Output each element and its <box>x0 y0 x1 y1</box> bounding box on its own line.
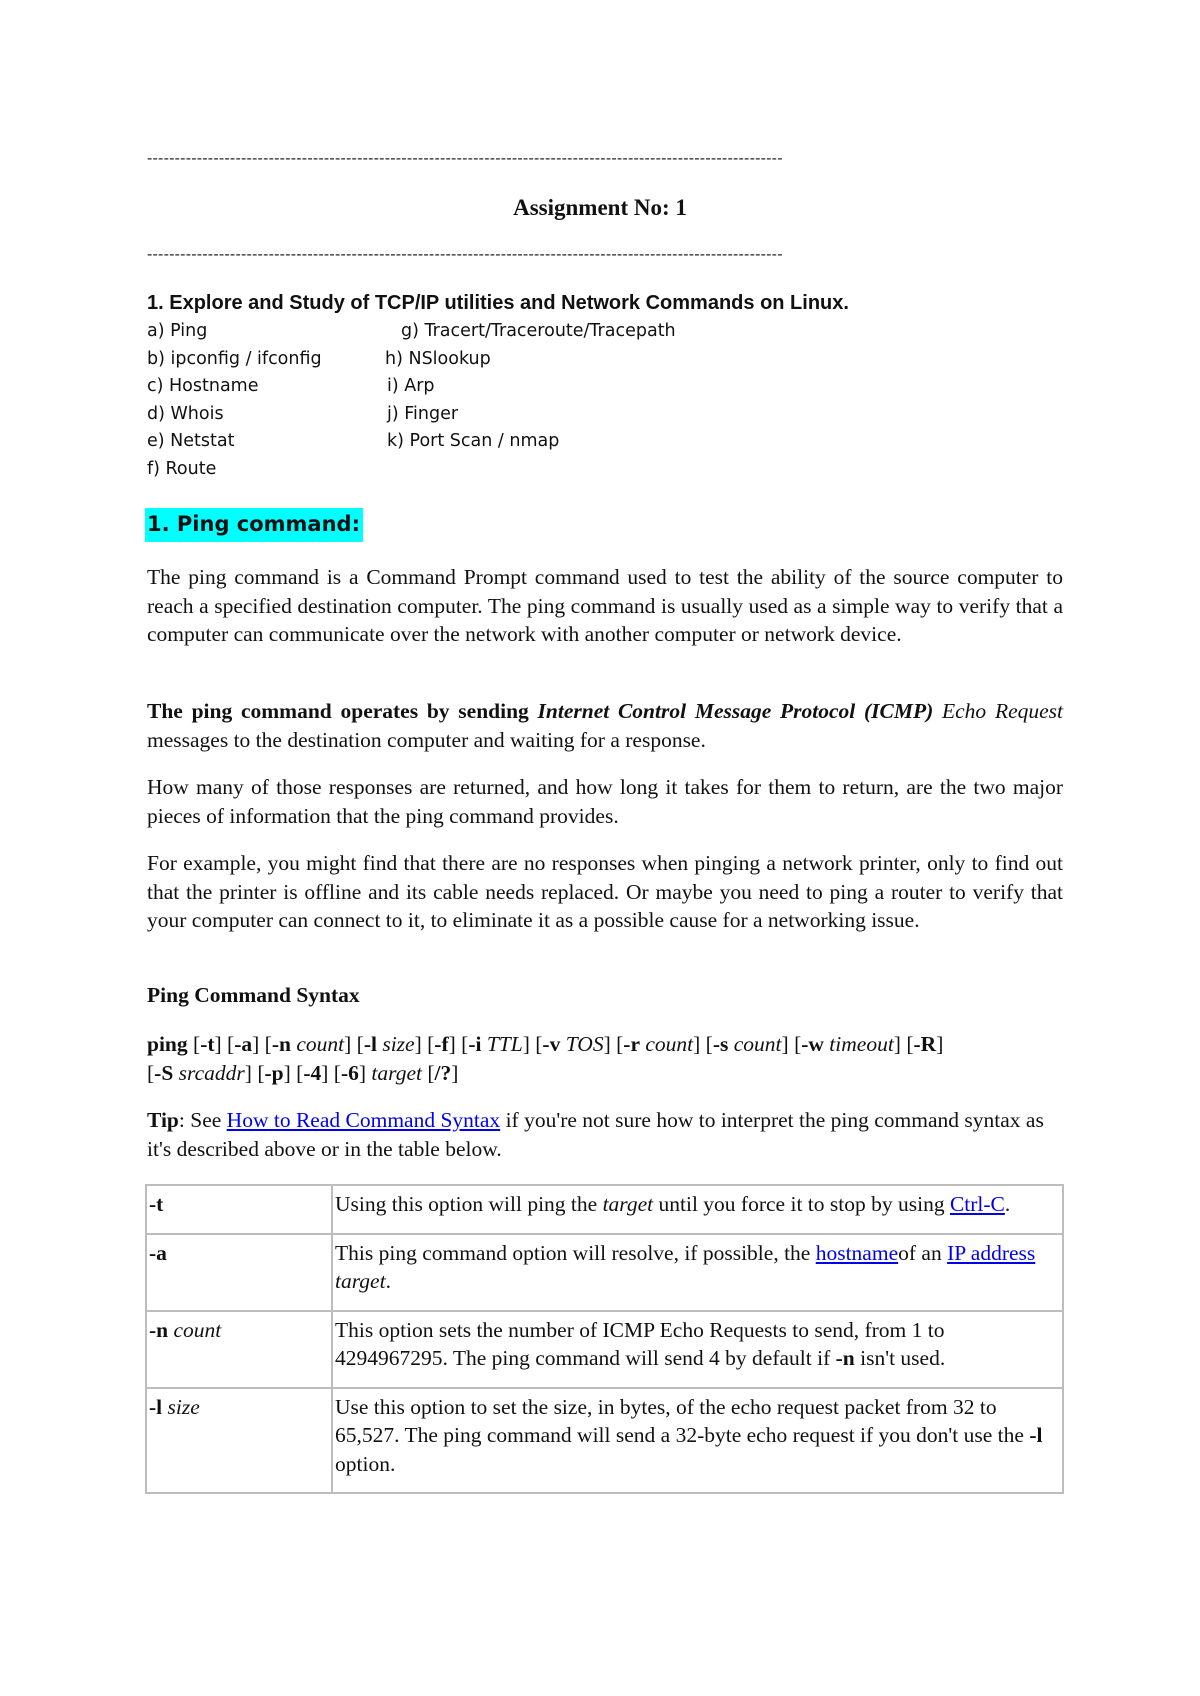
text-italic: Request <box>994 699 1063 723</box>
syntax-token: -n <box>271 1032 291 1056</box>
paragraph-responses: How many of those responses are returned, and how long it takes for them to return, are the two major pieces of information that the ping command provides. <box>147 775 1063 828</box>
syntax-token: [ <box>187 1032 201 1056</box>
command-list <box>147 318 847 483</box>
syntax-token: count <box>728 1032 782 1056</box>
paragraph-icmp <box>147 697 1063 754</box>
ip-address-link[interactable]: IP address <box>947 1240 1036 1265</box>
syntax-token: ] [ <box>414 1032 435 1056</box>
syntax-token: TOS <box>560 1032 604 1056</box>
paragraph-intro: The ping command is a Command Prompt command used to test the ability of the source computer to reach a specified destination computer. The ping command is usually used as a simple way to verify that a computer can communicate over the network with another computer or network device. <box>147 565 1063 646</box>
command-item: e) Netstat <box>147 431 235 451</box>
command-item: f) Route <box>147 458 217 479</box>
option-arg: count <box>168 1317 222 1342</box>
command-row <box>147 456 847 484</box>
command-item: j) Finger <box>387 403 459 424</box>
syntax-token: ] [ <box>448 1032 469 1056</box>
text: until you force it to stop by using <box>653 1192 950 1216</box>
text: isn't used. <box>854 1346 946 1370</box>
syntax-token: [ <box>421 1060 435 1085</box>
text: . <box>1004 1192 1011 1216</box>
syntax-token: ] [ <box>244 1060 265 1085</box>
dashed-rule-bottom: ------------------------------------------------------------------------------------------------------------------- <box>147 246 783 263</box>
syntax-token: ] <box>358 1060 372 1085</box>
tip-paragraph <box>147 1106 1063 1163</box>
command-item: h) NSlookup <box>385 348 491 369</box>
text-bold: -n <box>835 1346 855 1370</box>
text: This option sets the number of ICMP Echo Requests to send, from 1 to 4294967295. The ping command will send 4 by default if <box>335 1317 945 1370</box>
table-row <box>146 1388 1063 1494</box>
command-item: d) Whois <box>147 403 224 424</box>
syntax-token: target <box>371 1060 422 1085</box>
text: This ping command option will resolve, if possible, the <box>335 1240 816 1265</box>
how-to-read-syntax-link[interactable]: How to Read Command Syntax <box>226 1108 501 1132</box>
text-italic: Echo <box>933 699 987 723</box>
syntax-token: -S <box>154 1060 174 1085</box>
syntax-token: ] [ <box>344 1032 364 1056</box>
syntax-token: -p <box>264 1060 284 1085</box>
syntax-token: -t <box>200 1032 215 1056</box>
text: Use this option to set the size, in bytes, of the echo request packet from 32 to 65,527. The ping command will send a 32-byte echo request if you don't use the <box>335 1394 1030 1447</box>
text: : See <box>178 1108 227 1132</box>
command-item: b) ipconfig / ifconfig <box>147 348 322 369</box>
syntax-token: -s <box>712 1032 729 1056</box>
option-flag: -a <box>149 1240 167 1265</box>
ping-options-table <box>145 1184 1064 1494</box>
syntax-token: -f <box>434 1032 449 1056</box>
description-cell <box>332 1388 1063 1494</box>
command-item: c) Hostname <box>147 376 259 396</box>
section-title: 1. Explore and Study of TCP/IP utilities and Network Commands on Linux. <box>147 292 849 314</box>
text: option. <box>335 1451 396 1476</box>
ping-command-heading: 1. Ping command: <box>145 508 363 542</box>
syntax-token: ] [ <box>252 1032 272 1056</box>
command-row <box>147 346 847 374</box>
option-cell <box>146 1234 332 1311</box>
syntax-token: -4 <box>303 1060 322 1085</box>
text-bold: -l <box>1029 1423 1043 1447</box>
syntax-token: size <box>376 1032 415 1056</box>
option-arg: size <box>162 1394 200 1419</box>
syntax-token: -r <box>623 1032 640 1056</box>
paragraph-example: For example, you might find that there are no responses when pinging a network printer, only to find out that the printer is offline and its cable needs replaced. Or maybe you need to ping a router to verify that your computer can connect to it, to eliminate it as a possible cause for a networking issue. <box>147 851 1063 932</box>
syntax-token: ] [ <box>603 1032 624 1056</box>
syntax-token: [ <box>147 1060 155 1085</box>
syntax-token: ] [ <box>781 1032 802 1056</box>
text: of an <box>898 1240 948 1265</box>
text: . <box>385 1269 391 1293</box>
option-cell <box>146 1185 332 1234</box>
syntax-token: timeout <box>823 1032 894 1056</box>
syntax-token: -6 <box>340 1060 359 1085</box>
syntax-token: ] <box>451 1060 459 1085</box>
syntax-token: TTL <box>481 1032 523 1056</box>
table-row <box>146 1234 1063 1311</box>
syntax-token: ] [ <box>321 1060 341 1085</box>
syntax-token: srcaddr <box>173 1060 245 1085</box>
syntax-token: -i <box>468 1032 482 1056</box>
option-flag: -l <box>149 1394 163 1419</box>
description-cell <box>332 1185 1063 1234</box>
syntax-token: ] [ <box>893 1032 914 1056</box>
dashed-rule-top: ------------------------------------------------------------------------------------------------------------------- <box>147 150 783 167</box>
text-italic: target <box>602 1192 654 1216</box>
hostname-link[interactable]: hostname <box>815 1240 899 1265</box>
syntax-token: /? <box>434 1060 452 1085</box>
text: Using this option will ping the <box>335 1192 603 1216</box>
option-flag: -t <box>149 1192 164 1216</box>
table-row <box>146 1185 1063 1234</box>
text: messages to the destination computer and waiting for a response. <box>147 727 706 752</box>
text-bold: The ping command operates by sending <box>147 699 538 723</box>
assignment-title: Assignment No: 1 <box>513 195 687 220</box>
command-row <box>147 373 847 401</box>
syntax-heading: Ping Command Syntax <box>147 983 360 1007</box>
syntax-token: ] [ <box>693 1032 713 1056</box>
description-cell <box>332 1311 1063 1388</box>
syntax-token: -w <box>801 1032 824 1056</box>
syntax-token: ] [ <box>214 1032 235 1056</box>
syntax-token: ] [ <box>522 1032 543 1056</box>
option-flag: -n <box>149 1317 169 1342</box>
command-row <box>147 401 847 429</box>
syntax-token: count <box>639 1032 694 1056</box>
command-item: a) Ping <box>147 321 208 341</box>
syntax-token: -l <box>363 1032 377 1056</box>
text-italic: target <box>335 1269 386 1293</box>
table-row <box>146 1311 1063 1388</box>
syntax-token: -a <box>234 1032 253 1056</box>
command-row <box>147 318 847 346</box>
text-bold-italic: Internet Control Message Protocol (ICMP) <box>537 699 934 723</box>
syntax-token: ] [ <box>283 1060 304 1085</box>
command-item: k) Port Scan / nmap <box>387 431 560 451</box>
syntax-token: count <box>290 1032 345 1056</box>
syntax-token: ping <box>147 1032 188 1056</box>
command-row <box>147 428 847 456</box>
syntax-token: -R <box>913 1032 937 1056</box>
command-item: i) Arp <box>387 376 435 396</box>
option-cell <box>146 1388 332 1494</box>
syntax-line <box>147 1030 1063 1087</box>
option-cell <box>146 1311 332 1388</box>
command-item: g) Tracert/Traceroute/Tracepath <box>401 321 676 341</box>
description-cell <box>332 1234 1063 1311</box>
tip-label: Tip <box>147 1108 179 1132</box>
text: if you're not sure how to interpret the ping command syntax as it's described above or in the table below. <box>147 1108 1044 1161</box>
ctrl-c-link[interactable]: Ctrl-C <box>949 1192 1005 1216</box>
syntax-token: -v <box>542 1032 561 1056</box>
syntax-token: ] <box>936 1032 944 1056</box>
